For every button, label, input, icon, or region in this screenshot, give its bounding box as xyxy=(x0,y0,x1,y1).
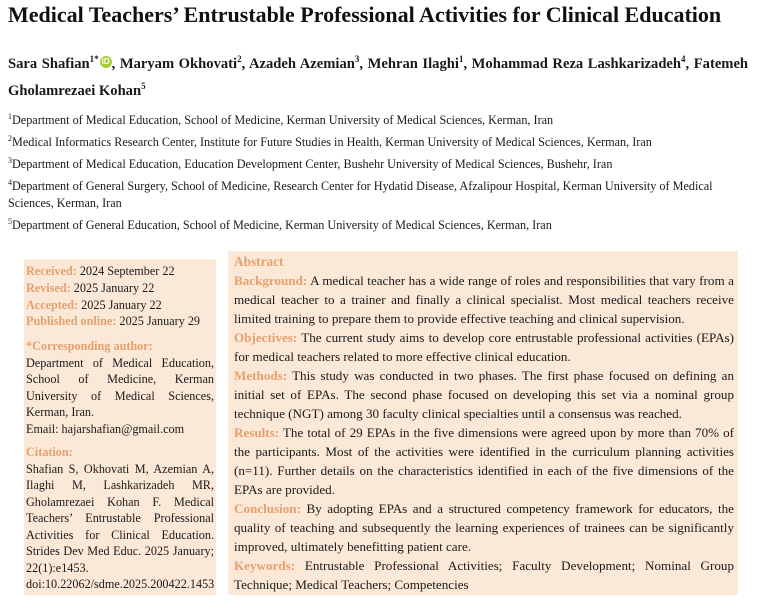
affiliation-list xyxy=(8,108,748,235)
affiliation-text: Department of Medical Education, School of Medicine, Kerman University of Medical Sciences, Kerman, Iran xyxy=(12,113,554,128)
published-date: Published online: 2025 January 29 xyxy=(26,314,201,329)
abstract-panel xyxy=(228,251,738,595)
citation-block xyxy=(26,444,214,593)
revised-date: Revised: 2025 January 22 xyxy=(26,280,155,295)
article-dates xyxy=(26,263,214,330)
author-name: Maryam Okhovati xyxy=(119,55,238,72)
affiliation-item xyxy=(8,130,748,152)
abstract-objectives: Objectives: The current study aims to develop core entrustable professional activities (EPAs) for medical teachers related to more effective clinical education. xyxy=(234,330,734,364)
accepted-date: Accepted: 2025 January 22 xyxy=(26,297,162,312)
author-separator: , xyxy=(111,55,120,72)
author-name: Mohammad Reza Lashkarizadeh xyxy=(471,55,682,72)
orcid-icon[interactable]: iD xyxy=(101,56,110,66)
author-name: Sara Shafian xyxy=(8,55,90,72)
affiliation-number: 2 xyxy=(8,133,12,143)
abstract-conclusion: Conclusion: By adopting EPAs and a structured competency framework for educators, the quality of teaching and subsequently the learning experiences of trainees can be significantly improved, ultimately benefitting patient care. xyxy=(234,501,734,554)
corresponding-author-label: *Corresponding author: xyxy=(26,339,153,354)
author-name: Mehran Ilaghi xyxy=(367,55,459,72)
article-title: Medical Teachers’ Entrustable Professional Activities for Clinical Education xyxy=(8,2,722,27)
article-info-panel xyxy=(24,259,216,595)
corresponding-email[interactable]: Email: hajarshafian@gmail.com xyxy=(26,421,185,436)
author-separator: , xyxy=(241,55,249,72)
abstract-results: Results: The total of 29 EPAs in the five dimensions were agreed upon by more than 70% of the participants. Most of the activities were identified in the curriculum planning activities (n=11). Further details on the characteristics identified in each of the five dimensions of the EPAs are provided. xyxy=(234,425,734,497)
author-affiliation-mark: 2 xyxy=(237,54,242,64)
affiliation-number: 5 xyxy=(8,217,12,227)
affiliation-text: Medical Informatics Research Center, Institute for Future Studies in Health, Kerman University of Medical Sciences, Kerman, Iran xyxy=(12,134,652,149)
author-affiliation-mark: 1* xyxy=(89,54,99,64)
abstract-methods: Methods: This study was conducted in two phases. The first phase focused on defining an initial set of EPAs. The second phase focused on developing this set via a nominal group technique (NGT) among 30 faculty clinical specialties until a consensus was reached. xyxy=(234,368,735,421)
affiliation-item xyxy=(8,108,748,130)
received-date: Received: 2024 September 22 xyxy=(26,264,175,278)
author-separator: , xyxy=(463,55,472,72)
affiliation-item xyxy=(8,174,748,214)
citation-label: Citation: xyxy=(26,445,73,460)
affiliation-number: 4 xyxy=(8,177,12,187)
abstract-background: Background: A medical teacher has a wide range of roles and responsibilities that vary from a medical teacher to a trainer and finally a clinical specialist. Most medical teachers receive limited training to prepare them to provide effective teaching and clinical supervision. xyxy=(234,273,734,326)
corresponding-address: Department of Medical Education, School of Medicine, Kerman University of Medical Sciences, Kerman, Iran. xyxy=(26,355,214,420)
author-affiliation-mark: 1 xyxy=(458,54,464,64)
author-affiliation-mark: 4 xyxy=(681,54,686,64)
abstract-heading: Abstract xyxy=(234,254,284,269)
affiliation-text: Department of Medical Education, Education Development Center, Bushehr University of Medical Sciences, Bushehr, Iran xyxy=(12,156,613,171)
author-affiliation-mark: 5 xyxy=(141,80,146,91)
affiliation-text: Department of General Surgery, School of Medicine, Research Center for Hydatid Disease, Afzalipour Hospital, Kerman University of Medical Sciences, Kerman, Iran xyxy=(8,178,713,211)
citation-text: Shafian S, Okhovati M, Azemian A, Ilaghi M, Lashkarizadeh MR, Gholamrezaei Kohan F. Medical Teachers’ Entrustable Professional Activities for Clinical Education. Strides Dev Med Educ. 2025 January; 22(1):e1453. doi:10.22062/sdme.2025.200422.1453 xyxy=(26,461,215,592)
author-list xyxy=(8,48,748,102)
author-separator: , xyxy=(685,55,694,72)
abstract-keywords: Keywords: Entrustable Professional Activities; Faculty Development; Nominal Group Technique; Medical Teachers; Competencies xyxy=(234,558,735,592)
corresponding-author xyxy=(26,338,214,437)
affiliation-text: Department of General Education, School of Medicine, Kerman University of Medical Sciences, Kerman, Iran xyxy=(12,218,552,233)
author-separator: , xyxy=(359,55,368,72)
affiliation-item xyxy=(8,152,748,174)
author-affiliation-mark: 3 xyxy=(354,54,360,64)
author-name: Fatemeh Gholamrezaei Kohan xyxy=(8,55,749,99)
affiliation-number: 1 xyxy=(8,112,12,121)
affiliation-number: 3 xyxy=(8,155,12,165)
author-name: Azadeh Azemian xyxy=(248,55,355,72)
affiliation-item xyxy=(8,213,748,235)
